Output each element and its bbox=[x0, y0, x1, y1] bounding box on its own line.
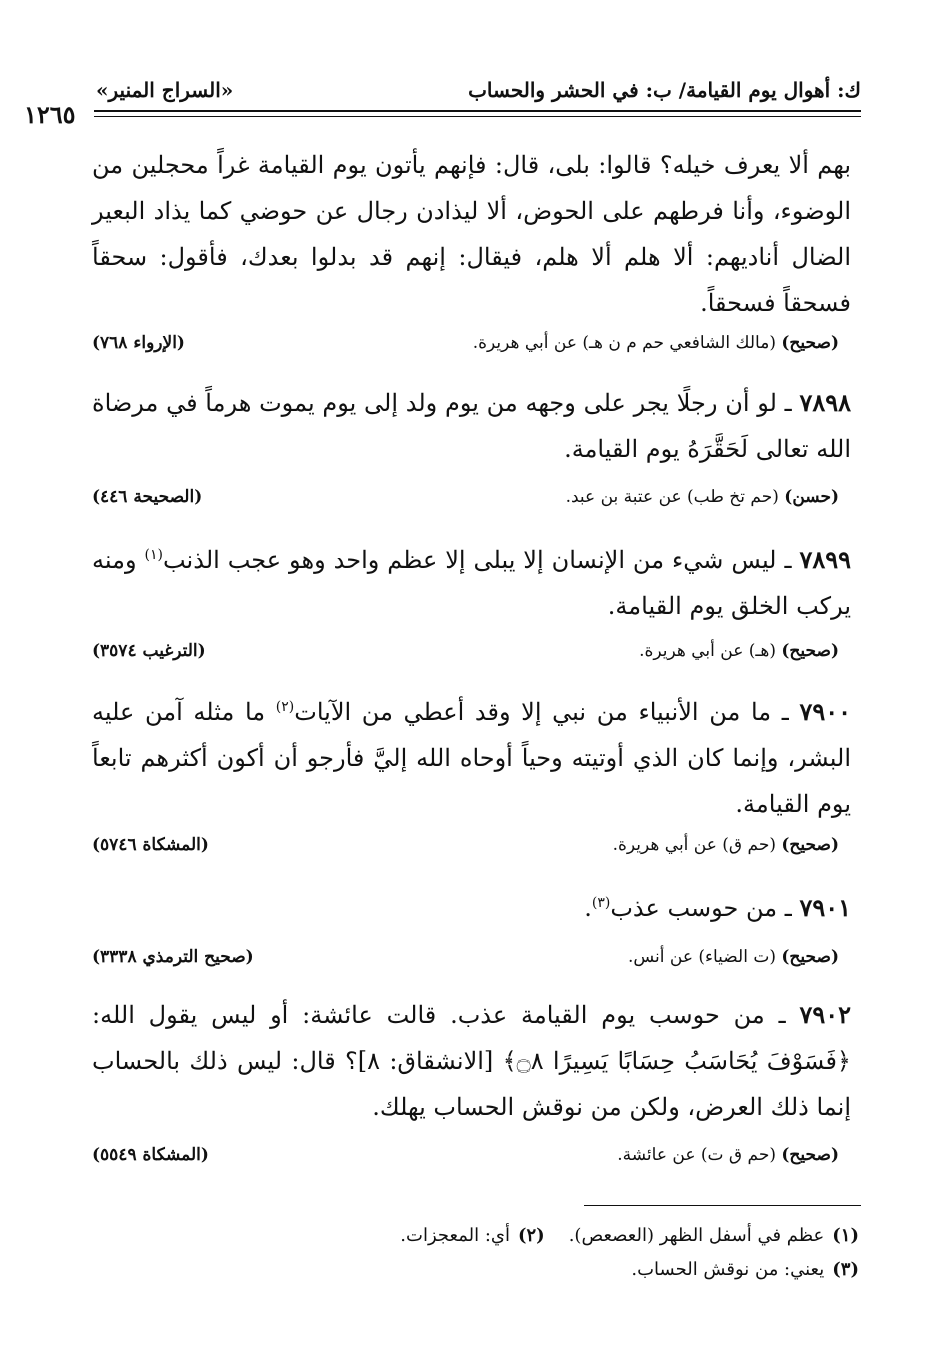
hadith-7899: ٧٨٩٩ ـ ليس شيء من الإنسان إلا يبلى إلا عظم واحد وهو عجب الذنب$^{(١)}$ ومنه يركب الخلق يوم القيامة. bbox=[92, 545, 851, 620]
hadith-number: ٧٨٩٩ bbox=[799, 545, 851, 574]
hadith-number: ٧٨٩٨ bbox=[799, 388, 851, 417]
footnote-number: (١) bbox=[832, 1225, 859, 1246]
hadith-text: ليس شيء من الإنسان إلا يبلى إلا عظم واحد وهو عجب الذنب bbox=[162, 546, 777, 574]
footnote-marker: (٣) bbox=[591, 895, 611, 911]
hadith-narrators: (هـ) عن أبي هريرة. bbox=[639, 641, 776, 661]
page-number: ١٢٦٥ bbox=[24, 100, 76, 129]
hadith-text: ما من الأنبياء من نبي إلا وقد أعطي من الآيات bbox=[294, 698, 772, 726]
hadith-text-continued: ومنه يركب الخلق يوم القيامة. bbox=[92, 546, 851, 620]
hadith-number: ٧٩٠٠ bbox=[799, 697, 851, 726]
hadith-continuation bbox=[92, 142, 851, 326]
hadith-grade: (صحيح) bbox=[781, 1145, 839, 1165]
hadith-number: ٧٩٠١ bbox=[799, 893, 851, 922]
footnote-marker: (٢) bbox=[275, 699, 295, 715]
hadith-narrators: (حم تخ طب) عن عتبة بن عبد. bbox=[565, 487, 779, 507]
footnote-separator bbox=[584, 1205, 861, 1206]
hadith-text: من حوسب عذب bbox=[610, 894, 778, 922]
hadith-number: ٧٩٠٢ bbox=[799, 1000, 851, 1029]
hadith-text-continued: ما مثله آمن عليه البشر، وإنما كان الذي أوتيته وحياً أوحاه الله إليَّ فأرجو أن أكون أكثرهم تابعاً يوم القيامة. bbox=[92, 698, 851, 818]
hadith-text-continued: . bbox=[584, 894, 592, 922]
hadith-reference: (الصحيحة ٤٤٦) bbox=[92, 487, 203, 507]
footnote-text: أي: المعجزات. bbox=[400, 1225, 510, 1246]
hadith-7900: ٧٩٠٠ ـ ما من الأنبياء من نبي إلا وقد أعطي من الآيات$^{(٢)}$ ما مثله آمن عليه البشر، وإنما كان الذي أوتيته وحياً أوحاه الله إليَّ فأرجو أن أكون أكثرهم تابعاً يوم القيامة. bbox=[92, 697, 851, 818]
hadith-text: لو أن رجلًا يجر على وجهه من يوم ولد إلى يوم يموت هرماً في مرضاة الله تعالى لَحَقَّرَهُ يوم القيامة. bbox=[92, 389, 851, 463]
hadith-reference: (المشكاة ٥٧٤٦) bbox=[92, 835, 209, 855]
hadith-text: من حوسب يوم القيامة عذب. قالت عائشة: أو ليس يقول الله: ﴿فَسَوْفَ يُحَاسَبُ حِسَابًا يَسِيرًا ۝٨﴾ [الانشقاق: ٨]؟ قال: ليس ذلك بالحساب إنما ذلك العرض، ولكن من نوقش الحساب يهلك. bbox=[92, 1001, 851, 1121]
footnote-text: يعني: من نوقش الحساب. bbox=[631, 1259, 825, 1280]
hadith-grade: (صحيح) bbox=[781, 641, 839, 661]
book-title: «السراج المنير» bbox=[96, 78, 234, 102]
hadith-narrators: (حم ق ت) عن عائشة. bbox=[617, 1145, 776, 1165]
hadith-source bbox=[92, 636, 839, 666]
hadith-narrators: (ت الضياء) عن أنس. bbox=[627, 947, 776, 967]
hadith-7901: ٧٩٠١ ـ من حوسب عذب$^{(٣)}$. bbox=[584, 893, 851, 922]
hadith-reference: (صحيح الترمذي ٣٣٣٨) bbox=[92, 947, 254, 967]
footnote-number: (٣) bbox=[832, 1259, 859, 1280]
hadith-reference: (المشكاة ٥٥٤٩) bbox=[92, 1145, 209, 1165]
hadith-grade: (حسن) bbox=[784, 487, 839, 507]
hadith-narrators: (مالك الشافعي حم م ن هـ) عن أبي هريرة. bbox=[472, 333, 776, 353]
hadith-grade: (صحيح) bbox=[781, 333, 839, 353]
header-rule bbox=[94, 110, 861, 112]
hadith-source bbox=[92, 830, 839, 860]
footnote-marker: (١) bbox=[144, 547, 163, 563]
hadith-text: بهم ألا يعرف خيله؟ قالوا: بلى، قال: فإنهم يأتون يوم القيامة غراً محجلين من الوضوء، وأنا فرطهم على الحوض، ألا ليذادن رجال عن حوضي كما يذاد البعير الضال أناديهم: ألا هلم ألا هلم، فيقال: إنهم قد بدلوا بعدك، فأقول: سحقاً فسحقاً فسحقاً. bbox=[92, 151, 851, 317]
hadith-7902: ٧٩٠٢ ـ من حوسب يوم القيامة عذب. قالت عائشة: أو ليس يقول الله: ﴿فَسَوْفَ يُحَاسَبُ حِسَابًا يَسِيرًا ۝٨﴾ [الانشقاق: ٨]؟ قال: ليس ذلك بالحساب إنما ذلك العرض، ولكن من نوقش الحساب يهلك. bbox=[92, 1000, 851, 1121]
footnote-line bbox=[400, 1222, 859, 1250]
header-rule-thin bbox=[94, 116, 861, 117]
hadith-source bbox=[92, 482, 839, 512]
hadith-source bbox=[92, 942, 839, 972]
hadith-reference: (الترغيب ٣٥٧٤) bbox=[92, 641, 206, 661]
hadith-7898: ٧٨٩٨ ـ لو أن رجلًا يجر على وجهه من يوم ولد إلى يوم يموت هرماً في مرضاة الله تعالى لَحَقَّرَهُ يوم القيامة. bbox=[92, 388, 851, 463]
hadith-grade: (صحيح) bbox=[781, 835, 839, 855]
hadith-source bbox=[92, 328, 839, 358]
hadith-source bbox=[92, 1140, 839, 1170]
footnote-line bbox=[631, 1256, 859, 1284]
footnote-text: عظم في أسفل الظهر (العصعص). bbox=[568, 1225, 825, 1246]
hadith-narrators: (حم ق) عن أبي هريرة. bbox=[612, 835, 776, 855]
chapter-heading: ك: أهوال يوم القيامة/ ب: في الحشر والحساب bbox=[468, 78, 861, 102]
hadith-grade: (صحيح) bbox=[781, 947, 839, 967]
hadith-reference: (الإرواء ٧٦٨) bbox=[92, 333, 185, 353]
footnote-number: (٢) bbox=[517, 1225, 545, 1246]
